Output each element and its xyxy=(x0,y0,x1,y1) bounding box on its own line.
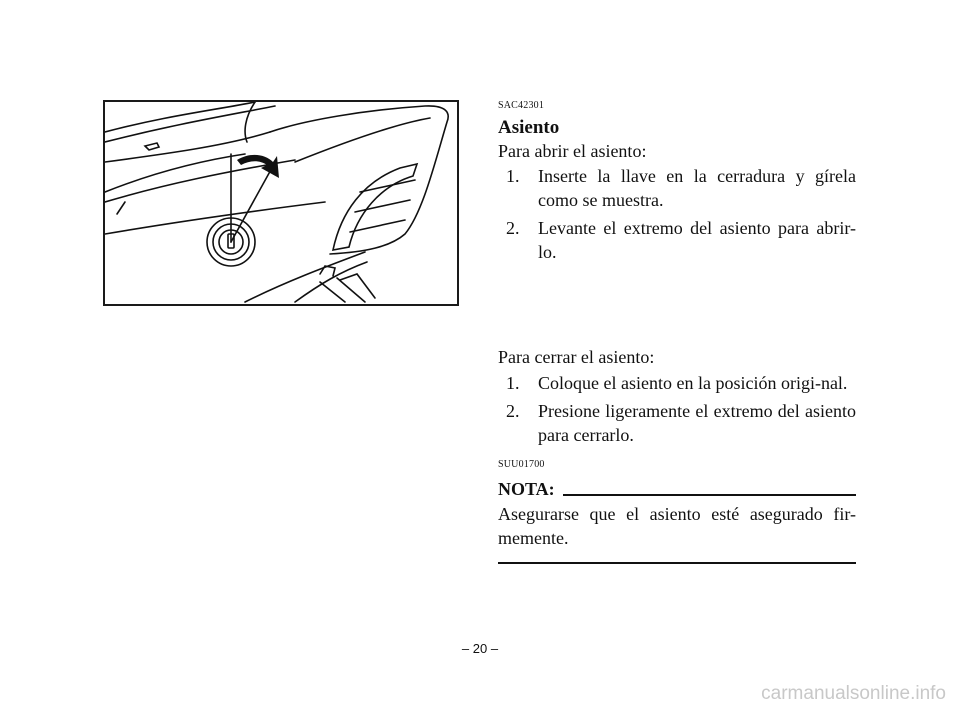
section-title: Asiento xyxy=(498,117,560,138)
list-item xyxy=(498,371,856,395)
list-item xyxy=(498,399,856,447)
step-number: 2. xyxy=(506,218,520,238)
note-end-rule xyxy=(498,562,856,564)
seat-key-illustration xyxy=(105,102,457,304)
step-text: Inserte la llave en la cerradura y gírela como se muestra. xyxy=(538,166,856,210)
section-code: SAC42301 xyxy=(498,100,545,111)
close-steps xyxy=(498,371,856,447)
list-item xyxy=(498,164,856,212)
close-section xyxy=(498,346,856,564)
step-text: Presione ligeramente el extremo del asiento para cerrarlo. xyxy=(538,401,856,445)
note-text: Asegurarse que el asiento esté asegurado fir-memente. xyxy=(498,504,856,548)
page-number: – 20 – xyxy=(461,641,499,656)
seat-section xyxy=(498,100,856,264)
step-number: 1. xyxy=(506,166,520,186)
note-code: SUU01700 xyxy=(498,459,545,470)
step-number: 2. xyxy=(506,401,520,421)
watermark: carmanualsonline.info xyxy=(761,683,946,704)
close-intro: Para cerrar el asiento: xyxy=(498,347,655,367)
step-text: Coloque el asiento en la posición origi-nal. xyxy=(538,373,848,393)
note-rule xyxy=(563,494,856,496)
open-steps xyxy=(498,164,856,264)
step-text: Levante el extremo del asiento para abrir-lo. xyxy=(538,218,856,262)
open-intro: Para abrir el asiento: xyxy=(498,141,647,161)
list-item xyxy=(498,216,856,264)
step-number: 1. xyxy=(506,373,520,393)
seat-lock-figure xyxy=(103,100,459,306)
note-header xyxy=(498,478,856,500)
note-label: NOTA: xyxy=(498,479,555,499)
